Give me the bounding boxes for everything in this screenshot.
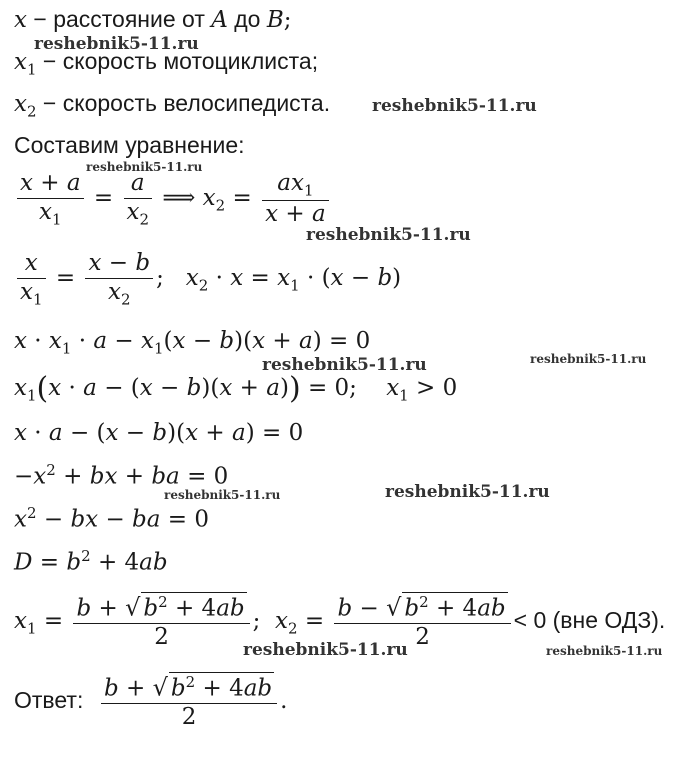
equation-3: $x \cdot x_1 \cdot a - x_1(x - b)(x + a) = 0$: [14, 328, 371, 358]
heading-text: Составим уравнение:: [14, 132, 245, 158]
equation-6: $-x^2$ + bx + ba = 0: [14, 461, 229, 490]
odz-note: < 0 (вне ОДЗ).: [513, 606, 666, 633]
equation-1: $\frac{x + a}{x_1}$ = $\frac{a}{x_2}$ ⟹ $x_2$ = $\frac{ax_1}{x + a}$: [14, 170, 332, 228]
var-x: x: [14, 7, 27, 33]
definition-text: − расстояние от: [26, 6, 212, 32]
watermark: reshebnik5-11.ru: [306, 225, 471, 245]
semicolon: ;: [283, 7, 292, 33]
answer-label: Ответ:: [14, 686, 84, 713]
definition-text-mid: до: [227, 6, 267, 32]
watermark: reshebnik5-11.ru: [243, 640, 408, 660]
discriminant: $D = b^2 + 4ab$: [14, 547, 168, 576]
roots: $x_1$ = $\frac{b + √ b^2 + 4ab}{2}$ ; $x_2$ = $\frac{b - √ b^2 + 4ab}{2}$ < 0 (вне ОДЗ).: [14, 593, 666, 651]
answer: Ответ: $\frac{b + √ b^2 + 4ab}{2}$ .: [14, 673, 288, 731]
watermark: reshebnik5-11.ru: [262, 355, 427, 375]
watermark: reshebnik5-11.ru: [385, 482, 550, 502]
watermark: reshebnik5-11.ru: [546, 644, 663, 658]
definition-distance: [14, 6, 292, 33]
var-x: x: [14, 49, 27, 75]
point-a: A: [211, 7, 228, 33]
watermark: reshebnik5-11.ru: [34, 34, 199, 54]
equation-4: $x_1(x \cdot a - (x - b)(x + a)) = 0$; $x_1 > 0$: [14, 371, 458, 406]
var-x: x: [14, 91, 27, 117]
heading-compose-equation: [14, 132, 245, 159]
subscript: 1: [26, 60, 37, 79]
equation-5: x · a − (x − b)(x + a) = 0: [14, 420, 304, 446]
equation-2: $\frac{x}{x_1}$ = $\frac{x - b}{x_2}$ ; $x_2 \cdot x = x_1 \cdot (x - b)$: [14, 250, 401, 308]
equation-7: $x^2$ − bx − ba = 0: [14, 504, 210, 533]
definition-text: − скорость велосипедиста.: [36, 90, 331, 116]
watermark: reshebnik5-11.ru: [372, 96, 537, 116]
watermark: reshebnik5-11.ru: [164, 488, 281, 502]
definition-bike-speed: [14, 90, 330, 121]
watermark: reshebnik5-11.ru: [530, 352, 647, 366]
definition-text: − скорость мотоциклиста;: [36, 48, 319, 74]
point-b: B: [266, 7, 284, 33]
subscript: 2: [26, 102, 37, 121]
watermark: reshebnik5-11.ru: [86, 160, 203, 174]
